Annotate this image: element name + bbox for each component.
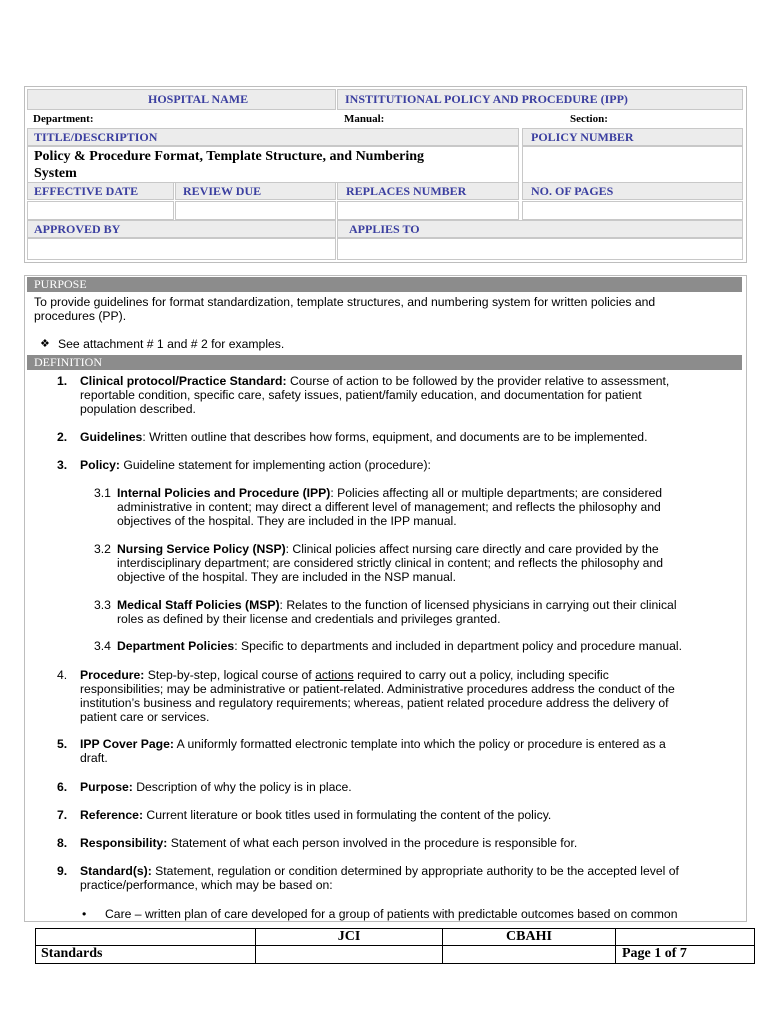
item-text: Description of why the policy is in place. — [132, 780, 352, 794]
item-text: : Specific to departments and included in department policy and procedure manual. — [234, 639, 683, 653]
manual-label: Manual: — [344, 113, 385, 125]
item-number: 6. — [57, 780, 68, 794]
no-of-pages-value — [522, 201, 743, 220]
item-number: 1. — [57, 374, 68, 388]
bullet-icon: • — [82, 907, 87, 921]
item-text: Statement, regulation or condition determined by appropriate authority to be the accepted level of — [151, 864, 679, 878]
item-text: Statement of what each person involved in the procedure is responsible for. — [167, 836, 578, 850]
item-text-line: objectives of the hospital. They are included in the IPP manual. — [117, 514, 457, 528]
footer-jci-value — [255, 945, 443, 964]
sub-item-department — [117, 639, 682, 653]
review-due-label: REVIEW DUE — [183, 184, 262, 198]
item-text-line: practice/performance, which may be based on: — [80, 878, 333, 892]
footer-standards: Standards — [35, 945, 256, 964]
term: Clinical protocol/Practice Standard: — [80, 374, 287, 388]
item-text-line: draft. — [80, 751, 108, 765]
sub-item-nsp — [117, 542, 659, 556]
term: Medical Staff Policies (MSP) — [117, 598, 280, 612]
purpose-heading: PURPOSE — [27, 277, 742, 292]
definition-item-procedure — [80, 668, 609, 682]
policy-number-value-cell — [522, 146, 743, 183]
item-text: A uniformly formatted electronic template into which the policy or procedure is entered as a — [173, 737, 666, 751]
diamond-bullet-icon: ❖ — [40, 338, 50, 350]
term: Internal Policies and Procedure (IPP) — [117, 486, 331, 500]
applies-to-value — [337, 238, 743, 260]
item-text-line: patient care or services. — [80, 710, 210, 724]
department-label: Department: — [33, 113, 94, 125]
underlined-word: actions — [315, 668, 354, 682]
item-text: Course of action to be followed by the provider relative to assessment, — [286, 374, 670, 388]
item-text-line: reportable condition, specific care, safety issues, patient/family education, and documentation for patient — [80, 388, 642, 402]
definition-item-guidelines — [80, 430, 647, 444]
item-number: 7. — [57, 808, 68, 822]
approved-by-label: APPROVED BY — [34, 222, 121, 236]
effective-date-label: EFFECTIVE DATE — [34, 184, 139, 198]
term: Reference: — [80, 808, 143, 822]
definition-item-responsibility — [80, 836, 577, 850]
item-number: 9. — [57, 864, 68, 878]
item-text: Step-by-step, logical course of — [144, 668, 316, 682]
term: Department Policies — [117, 639, 235, 653]
item-text-line: population described. — [80, 402, 196, 416]
document-title-line2: System — [34, 166, 77, 181]
sub-item-number: 3.2 — [94, 542, 111, 556]
term: IPP Cover Page: — [80, 737, 174, 751]
term: Responsibility: — [80, 836, 168, 850]
item-number: 2. — [57, 430, 68, 444]
item-text-line: institution’s business and regulatory requirements; whereas, patient related procedure address the delivery of — [80, 696, 669, 710]
applies-to-label-cell — [337, 220, 743, 238]
item-text: Current literature or book titles used in formulating the content of the policy. — [143, 808, 552, 822]
definition-item-ipp-cover-page — [80, 737, 666, 751]
item-text-line: interdisciplinary department; are considered strictly clinical in content; and reflects the philosophy and — [117, 556, 664, 570]
item-number: 5. — [57, 737, 68, 751]
definition-heading: DEFINITION — [27, 355, 742, 370]
footer-empty-cell-right — [615, 928, 755, 946]
item-text-line: roles as defined by their license and credentials and privileges granted. — [117, 612, 501, 626]
sub-item-number: 3.3 — [94, 598, 111, 612]
definition-item-standards — [80, 864, 679, 878]
effective-date-value — [27, 201, 174, 220]
no-of-pages-label-cell — [522, 182, 743, 200]
replaces-number-value — [337, 201, 519, 220]
footer-cbahi: CBAHI — [442, 928, 616, 946]
item-text-line: objective of the hospital. They are included in the NSP manual. — [117, 570, 456, 584]
item-text-line: administrative in content; may direct a different level of management; and reflects the philosophy and — [117, 500, 661, 514]
hospital-name: HOSPITAL NAME — [148, 92, 249, 106]
term: Policy: — [80, 458, 120, 472]
ipp-title-cell — [337, 89, 743, 110]
term: Purpose: — [80, 780, 133, 794]
sub-item-number: 3.4 — [94, 639, 111, 653]
sub-item-ipp — [117, 486, 662, 500]
item-text-line: responsibilities; may be administrative or patient-related. Administrative procedures address the conduct of the — [80, 682, 675, 696]
section-label: Section: — [570, 113, 608, 125]
effective-date-label-cell — [27, 182, 174, 200]
definition-item-purpose — [80, 780, 352, 794]
approved-by-value — [27, 238, 336, 260]
item-number: 8. — [57, 836, 68, 850]
title-desc-label: TITLE/DESCRIPTION — [34, 130, 158, 144]
title-desc-label-cell — [27, 128, 519, 146]
footer-cbahi-value — [442, 945, 616, 964]
item-number: 3. — [57, 458, 68, 472]
title-cell — [27, 146, 519, 183]
purpose-bullet-text: See attachment # 1 and # 2 for examples. — [58, 337, 285, 351]
definition-item-clinical-protocol — [80, 374, 669, 388]
ipp-title: INSTITUTIONAL POLICY AND PROCEDURE (IPP) — [345, 92, 628, 106]
review-due-value — [175, 201, 336, 220]
replaces-number-label: REPLACES NUMBER — [346, 184, 467, 198]
item-text: : Policies affecting all or multiple departments; are considered — [330, 486, 663, 500]
review-due-label-cell — [175, 182, 336, 200]
sub-item-number: 3.1 — [94, 486, 111, 500]
term: Standard(s): — [80, 864, 152, 878]
item-text: : Relates to the function of licensed physicians in carrying out their clinical — [279, 598, 677, 612]
no-of-pages-label: NO. OF PAGES — [531, 184, 614, 198]
approved-by-label-cell — [27, 220, 336, 238]
definition-item-reference — [80, 808, 551, 822]
item-text: : Clinical policies affect nursing care directly and care provided by the — [285, 542, 659, 556]
footer-jci: JCI — [255, 928, 443, 946]
definition-item-policy — [80, 458, 431, 472]
item-text: required to carry out a policy, including specific — [353, 668, 609, 682]
applies-to-label: APPLIES TO — [349, 222, 420, 236]
term: Procedure: — [80, 668, 145, 682]
policy-number-label-cell — [522, 128, 743, 146]
page-number: Page 1 of 7 — [615, 945, 755, 964]
policy-number-label: POLICY NUMBER — [531, 130, 634, 144]
item-number: 4. — [57, 668, 68, 682]
sub-item-msp — [117, 598, 677, 612]
purpose-line1: To provide guidelines for format standardization, template structures, and numbering system for written policies and — [34, 295, 656, 309]
replaces-number-label-cell — [337, 182, 519, 200]
term: Guidelines — [80, 430, 143, 444]
item-text: Guideline statement for implementing action (procedure): — [119, 458, 431, 472]
footer-empty-cell — [35, 928, 256, 946]
term: Nursing Service Policy (NSP) — [117, 542, 286, 556]
item-text: : Written outline that describes how forms, equipment, and documents are to be implemented. — [142, 430, 648, 444]
document-title-line1: Policy & Procedure Format, Template Structure, and Numbering — [34, 149, 425, 164]
purpose-line2: procedures (PP). — [34, 309, 127, 323]
care-bullet-text: Care – written plan of care developed for a group of patients with predictable outcomes based on common — [105, 907, 678, 921]
hospital-name-cell — [27, 89, 336, 110]
